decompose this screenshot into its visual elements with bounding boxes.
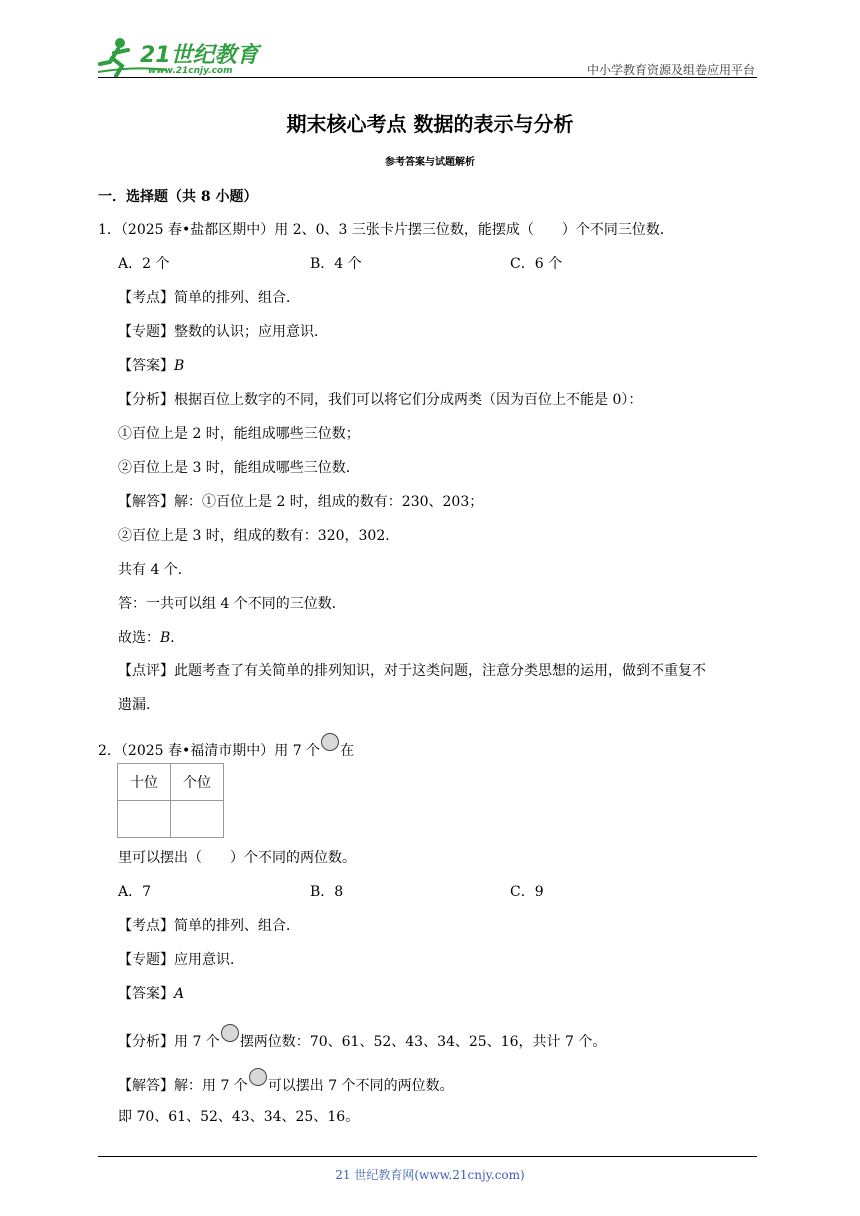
q2-option-c: C．9: [510, 884, 544, 900]
q2-answer: [118, 983, 184, 1003]
q2-fenxi-b: 摆两位数：70、61、52、43、34、25、16，共计 7 个。: [239, 1034, 607, 1050]
q1-zhuanti: 【专题】整数的认识；应用意识．: [118, 324, 328, 340]
q2-answer-value: A: [174, 986, 185, 1002]
q1-dianping: 【点评】此题考查了有关简单的排列知识，对于这类问题，注意分类思想的运用，做到不重复不: [118, 663, 706, 679]
q1-dianping-2: 遗漏．: [118, 697, 160, 713]
q1-option-a: A．2 个: [118, 256, 170, 272]
circle-bead-icon: [249, 1068, 267, 1086]
q1-option-c: C．6 个: [510, 256, 563, 272]
footer-link[interactable]: 21 世纪教育网(www.21cnjy.com): [335, 1168, 525, 1182]
q2-answer-label: 【答案】: [118, 986, 174, 1002]
site-logo: [96, 36, 266, 80]
q2-fenxi-a: 【分析】用 7 个: [118, 1034, 220, 1050]
q2-jieda: [118, 1068, 454, 1095]
q1-jieda-3: 共有 4 个．: [118, 562, 192, 578]
q1-guxuan-end: ．: [170, 630, 185, 646]
q1-fenxi-2: ①百位上是 2 时，能组成哪些三位数；: [118, 426, 360, 442]
table-header-ones: 个位: [171, 764, 224, 801]
page-title: 期末核心考点 数据的表示与分析: [286, 112, 574, 136]
q2-option-a: A．7: [118, 884, 152, 900]
q2-jieda-2: 即 70、61、52、43、34、25、16。: [118, 1109, 360, 1125]
table-cell-ones: [171, 801, 224, 838]
q1-fenxi-3: ②百位上是 3 时，能组成哪些三位数．: [118, 460, 360, 476]
q1-guxuan-label: 故选：: [118, 630, 160, 646]
q2-kaodian: 【考点】简单的排列、组合．: [118, 918, 300, 934]
q1-fenxi: 【分析】根据百位上数字的不同，我们可以将它们分成两类（因为百位上不能是 0）：: [118, 392, 643, 408]
q2-fenxi: [118, 1024, 606, 1051]
q2-stem: [98, 733, 354, 760]
q1-answer-label: 【答案】: [118, 358, 174, 374]
table-header-tens: 十位: [118, 764, 171, 801]
circle-bead-icon: [321, 733, 339, 751]
table-cell-tens: [118, 801, 171, 838]
q2-zhuanti: 【专题】应用意识．: [118, 952, 244, 968]
q1-guxuan-value: B: [160, 630, 171, 646]
page-subtitle: 参考答案与试题解析: [385, 157, 475, 168]
place-value-table: [117, 763, 224, 838]
q2-stem-c: 里可以摆出（ ）个不同的两位数。: [118, 850, 356, 866]
q1-answer-value: B: [174, 358, 185, 374]
header-platform-text: 中小学教育资源及组卷应用平台: [586, 63, 755, 77]
q1-stem: 1．（2025 春•盐都区期中）用 2、0、3 三张卡片摆三位数，能摆成（ ）个不同三位数．: [98, 222, 674, 238]
circle-bead-icon: [221, 1024, 239, 1042]
logo-url: www.21cnjy.com: [148, 66, 233, 76]
q1-kaodian: 【考点】简单的排列、组合．: [118, 290, 300, 306]
q2-stem-a: 2．（2025 春•福清市期中）用 7 个: [98, 743, 321, 759]
q1-jieda-2: ②百位上是 3 时，组成的数有：320，302．: [118, 528, 400, 544]
q2-option-b: B．8: [310, 884, 344, 900]
q1-jieda: 【解答】解：①百位上是 2 时，组成的数有：230、203；: [118, 494, 484, 510]
logo-text: 21世纪教育: [140, 43, 259, 68]
footer-divider: [98, 1156, 757, 1157]
q1-answer: [118, 355, 184, 375]
q2-jieda-b: 可以摆出 7 个不同的两位数。: [267, 1078, 454, 1094]
q1-jieda-4: 答：一共可以组 4 个不同的三位数．: [118, 596, 346, 612]
q2-jieda-a: 【解答】解：用 7 个: [118, 1078, 248, 1094]
header-divider: [98, 77, 757, 78]
section-heading: 一．选择题（共 8 小题）: [98, 189, 258, 205]
q1-option-b: B．4 个: [310, 256, 362, 272]
q2-stem-b: 在: [340, 743, 355, 759]
q1-guxuan: [118, 627, 184, 647]
